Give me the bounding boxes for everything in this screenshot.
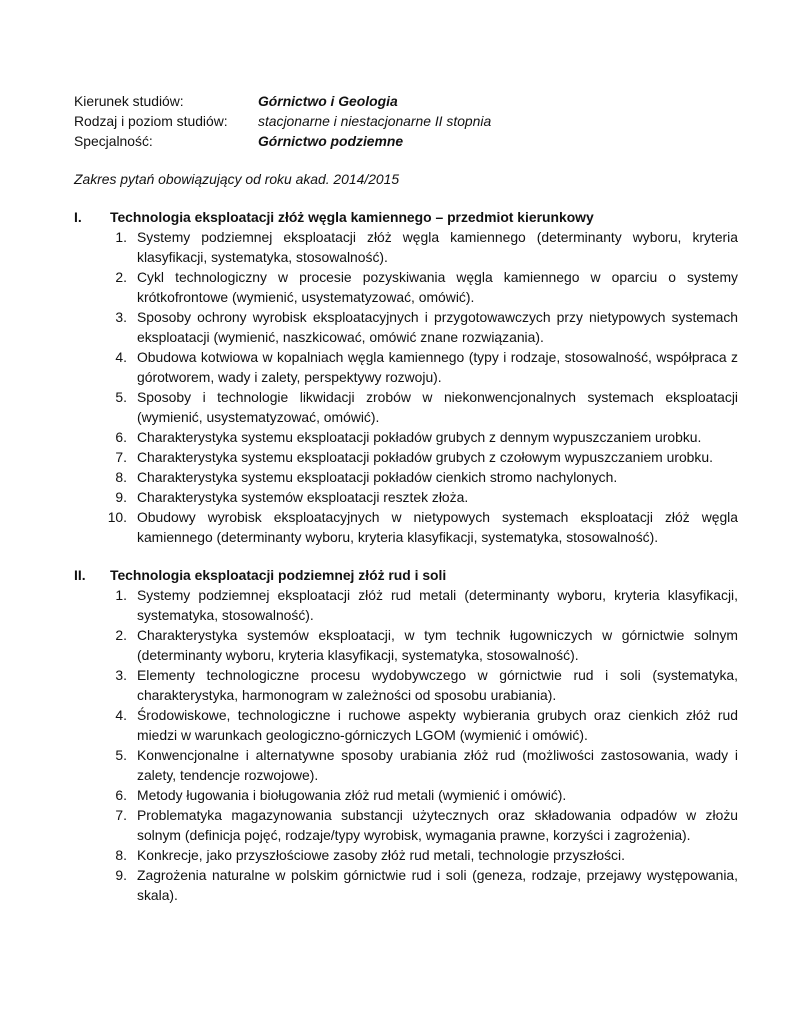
- item-text: Charakterystyka systemów eksploatacji, w tym technik ługowniczych w górnictwie solnym (determinanty wyboru, kryteria klasyfikacji, systematyka, stosowalność).: [137, 627, 738, 663]
- study-level-row: [74, 111, 738, 131]
- list-item: [74, 347, 738, 387]
- item-text: Charakterystyka systemu eksploatacji pokładów grubych z dennym wypuszczaniem urobku.: [137, 429, 702, 445]
- item-number: 2.: [115, 627, 127, 643]
- field-of-study-value: Górnictwo i Geologia: [258, 93, 398, 109]
- item-text: Charakterystyka systemu eksploatacji pokładów grubych z czołowym wypuszczaniem urobku.: [137, 449, 713, 465]
- item-number: 2.: [115, 269, 127, 285]
- item-text: Sposoby i technologie likwidacji zrobów w niekonwencjonalnych systemach eksploatacji (wymienić, usystematyzować, omówić).: [137, 389, 738, 425]
- list-item: [74, 467, 738, 487]
- field-of-study-label: Kierunek studiów:: [74, 93, 184, 109]
- item-number: 1.: [115, 229, 127, 245]
- list-item: [74, 267, 738, 307]
- item-number: 9.: [115, 867, 127, 883]
- list-item: [74, 307, 738, 347]
- question-sections: [74, 207, 738, 905]
- item-text: Elementy technologiczne procesu wydobywczego w górnictwie rud i soli (systematyka, charakterystyka, harmonogram w zależności od sposobu urabiania).: [137, 667, 738, 703]
- item-text: Środowiskowe, technologiczne i ruchowe aspekty wybierania grubych oraz cienkich złóż rud miedzi w warunkach geologiczno-górniczych LGOM (wymienić i omówić).: [137, 707, 738, 743]
- list-item: [74, 227, 738, 267]
- item-text: Sposoby ochrony wyrobisk eksploatacyjnych i przygotowawczych przy nietypowych systemach eksploatacji (wymienić, naszkicować, omówić znane rozwiązania).: [137, 309, 738, 345]
- section: [74, 565, 738, 905]
- section-number: II.: [74, 567, 86, 583]
- question-list: [74, 227, 738, 547]
- item-number: 8.: [115, 847, 127, 863]
- study-level-label: Rodzaj i poziom studiów:: [74, 113, 228, 129]
- section-heading: [74, 565, 738, 585]
- specialization-label: Specjalność:: [74, 133, 153, 149]
- field-of-study-row: [74, 91, 738, 111]
- item-number: 6.: [115, 429, 127, 445]
- item-text: Systemy podziemnej eksploatacji złóż węgla kamiennego (determinanty wyboru, kryteria klasyfikacji, systematyka, stosowalność).: [137, 229, 738, 265]
- list-item: [74, 427, 738, 447]
- list-item: [74, 665, 738, 705]
- item-number: 8.: [115, 469, 127, 485]
- section: [74, 207, 738, 547]
- item-number: 7.: [115, 449, 127, 465]
- item-number: 10.: [107, 509, 127, 525]
- list-item: [74, 845, 738, 865]
- list-item: [74, 507, 738, 547]
- item-number: 3.: [115, 309, 127, 325]
- item-number: 5.: [115, 389, 127, 405]
- list-item: [74, 805, 738, 845]
- list-item: [74, 447, 738, 467]
- list-item: [74, 625, 738, 665]
- item-text: Obudowa kotwiowa w kopalniach węgla kamiennego (typy i rodzaje, stosowalność, współpraca z górotworem, wady i zalety, perspektywy rozwoju).: [137, 349, 738, 385]
- item-text: Charakterystyka systemu eksploatacji pokładów cienkich stromo nachylonych.: [137, 469, 618, 485]
- section-number: I.: [74, 209, 82, 225]
- item-number: 3.: [115, 667, 127, 683]
- item-number: 6.: [115, 787, 127, 803]
- item-text: Systemy podziemnej eksploatacji złóż rud metali (determinanty wyboru, kryteria klasyfikacji, systematyka, stosowalność).: [137, 587, 738, 623]
- item-number: 4.: [115, 349, 127, 365]
- specialization-row: [74, 131, 738, 151]
- item-number: 9.: [115, 489, 127, 505]
- list-item: [74, 745, 738, 785]
- item-text: Problematyka magazynowania substancji użytecznych oraz składowania odpadów w złożu solnym (definicja pojęć, rodzaje/typy wyrobisk, wymagania prawne, korzyści i zagrożenia).: [137, 807, 738, 843]
- list-item: [74, 865, 738, 905]
- list-item: [74, 487, 738, 507]
- document-page: [74, 91, 738, 905]
- item-number: 5.: [115, 747, 127, 763]
- list-item: [74, 387, 738, 427]
- item-text: Charakterystyka systemów eksploatacji resztek złoża.: [137, 489, 469, 505]
- study-info-header: [74, 91, 738, 151]
- item-text: Konwencjonalne i alternatywne sposoby urabiania złóż rud (możliwości zastosowania, wady i zalety, tendencje rozwojowe).: [137, 747, 738, 783]
- item-text: Metody ługowania i bioługowania złóż rud metali (wymienić i omówić).: [137, 787, 567, 803]
- item-text: Obudowy wyrobisk eksploatacyjnych w nietypowych systemach eksploatacji złóż węgla kamiennego (determinanty wyboru, kryteria klasyfikacji, systematyka, stosowalność).: [137, 509, 738, 545]
- item-text: Zagrożenia naturalne w polskim górnictwie rud i soli (geneza, rodzaje, przejawy występowania, skala).: [137, 867, 738, 903]
- section-heading: [74, 207, 738, 227]
- section-title: Technologia eksploatacji złóż węgla kamiennego – przedmiot kierunkowy: [110, 209, 594, 225]
- item-text: Konkrecje, jako przyszłościowe zasoby złóż rud metali, technologie przyszłości.: [137, 847, 625, 863]
- item-number: 7.: [115, 807, 127, 823]
- list-item: [74, 785, 738, 805]
- study-level-value: stacjonarne i niestacjonarne II stopnia: [258, 113, 492, 129]
- question-list: [74, 585, 738, 905]
- scope-note: Zakres pytań obowiązujący od roku akad. 2014/2015: [74, 171, 400, 187]
- list-item: [74, 585, 738, 625]
- specialization-value: Górnictwo podziemne: [258, 133, 404, 149]
- item-text: Cykl technologiczny w procesie pozyskiwania węgla kamiennego w oparciu o systemy krótkofrontowe (wymienić, usystematyzować, omówić).: [137, 269, 738, 305]
- item-number: 4.: [115, 707, 127, 723]
- item-number: 1.: [115, 587, 127, 603]
- list-item: [74, 705, 738, 745]
- section-title: Technologia eksploatacji podziemnej złóż rud i soli: [110, 567, 447, 583]
